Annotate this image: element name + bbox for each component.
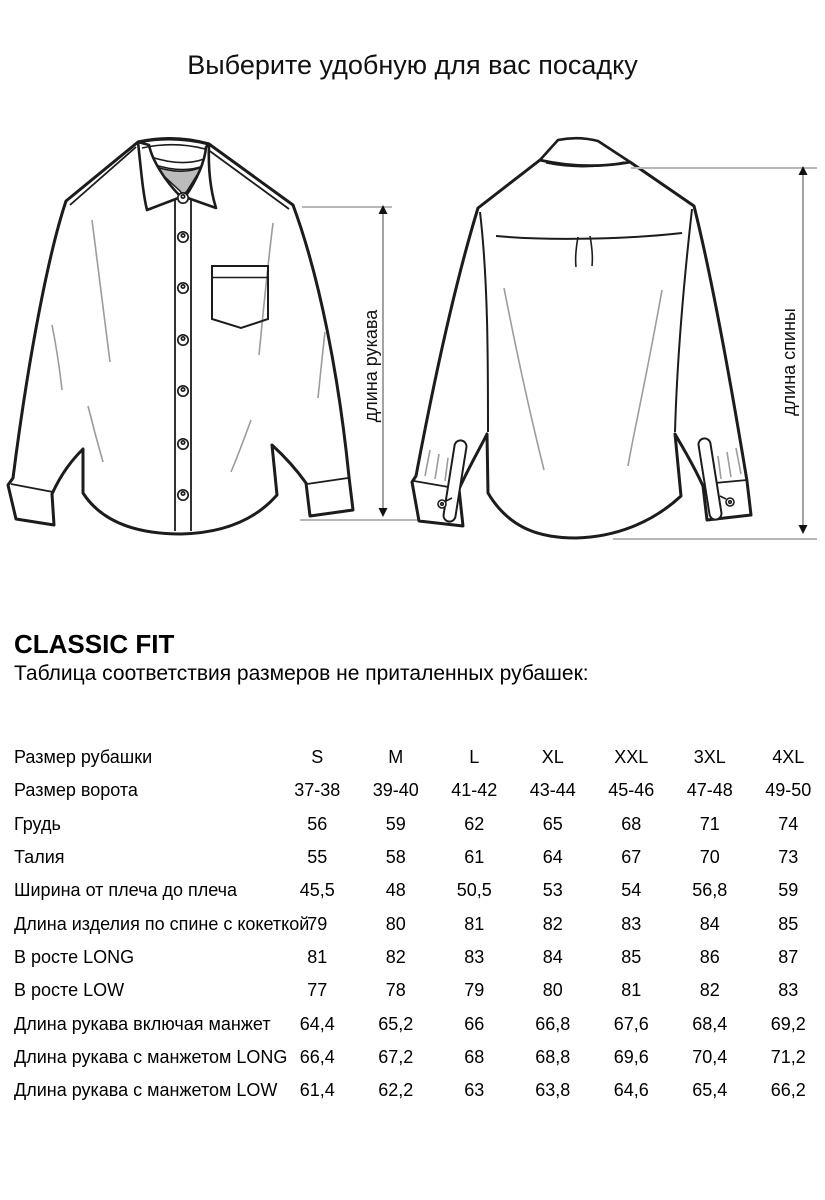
size-value: 41-42 <box>451 780 498 801</box>
size-value: 82 <box>385 946 406 967</box>
size-value: 80 <box>542 980 563 1001</box>
size-value: 71,2 <box>770 1046 806 1067</box>
size-value: 69,2 <box>770 1013 806 1034</box>
row-label: Длина рукава с манжетом LOW <box>14 1080 278 1101</box>
size-value: 4XL <box>772 747 805 768</box>
size-value: 49-50 <box>765 780 812 801</box>
size-value: 87 <box>778 946 799 967</box>
size-value: 65 <box>542 813 563 834</box>
size-value: 84 <box>699 913 720 934</box>
back-shirt-illustration <box>400 120 825 600</box>
row-label: В росте LOW <box>14 980 125 1001</box>
table-row-waist <box>14 841 825 874</box>
row-label: Длина изделия по спине с кокеткой <box>14 913 310 934</box>
size-value: 68,4 <box>692 1013 728 1034</box>
size-value: 79 <box>307 913 328 934</box>
size-value: 74 <box>778 813 799 834</box>
size-value: 45-46 <box>608 780 655 801</box>
size-value: 66,4 <box>299 1046 335 1067</box>
size-value: 81 <box>621 980 642 1001</box>
row-label: Грудь <box>14 813 61 834</box>
arrow-down-icon <box>799 525 808 534</box>
page-title: Выберите удобную для вас посадку <box>187 50 638 80</box>
size-value: 66,2 <box>770 1080 806 1101</box>
size-value: 65,4 <box>692 1080 728 1101</box>
size-value: 73 <box>778 847 799 868</box>
size-value: 86 <box>699 946 720 967</box>
table-row-sleeve-cuff-long <box>14 1041 825 1074</box>
size-value: 67 <box>621 847 642 868</box>
table-row-height-low <box>14 974 825 1007</box>
row-label: Длина рукава включая манжет <box>14 1013 271 1034</box>
size-value: 43-44 <box>529 780 576 801</box>
table-row-shoulder-width <box>14 874 825 907</box>
size-value: 54 <box>621 880 642 901</box>
size-value: 3XL <box>693 747 726 768</box>
size-value: 83 <box>778 980 799 1001</box>
size-value: 65,2 <box>378 1013 414 1034</box>
size-value: 85 <box>621 946 642 967</box>
back-length-label: длина спины <box>779 308 799 416</box>
size-value: 59 <box>778 880 799 901</box>
back-collar <box>540 138 630 167</box>
size-value: 45,5 <box>299 880 335 901</box>
size-value: 56,8 <box>692 880 728 901</box>
size-value: 47-48 <box>686 780 733 801</box>
row-label: Длина рукава с манжетом LONG <box>14 1046 288 1067</box>
size-value: 68 <box>621 813 642 834</box>
size-value: 66 <box>464 1013 485 1034</box>
table-subtitle: Таблица соответствия размеров не приталенных рубашек: <box>14 662 589 685</box>
size-value: 85 <box>778 913 799 934</box>
size-value: 53 <box>542 880 563 901</box>
table-row-shirt-size <box>14 741 825 774</box>
size-table <box>14 741 825 1107</box>
size-value: 77 <box>307 980 328 1001</box>
size-value: 78 <box>385 980 406 1001</box>
size-value: 62,2 <box>378 1080 414 1101</box>
size-value: 70 <box>699 847 720 868</box>
size-value: L <box>469 747 480 768</box>
size-value: 56 <box>307 813 328 834</box>
size-value: 68 <box>464 1046 485 1067</box>
size-value: XXL <box>614 747 649 768</box>
table-row-back-length-yoke <box>14 907 825 940</box>
row-label: Размер рубашки <box>14 747 153 768</box>
size-value: 80 <box>385 913 406 934</box>
size-value: 64,6 <box>613 1080 649 1101</box>
size-value: 63,8 <box>535 1080 571 1101</box>
size-value: 63 <box>464 1080 485 1101</box>
table-row-sleeve-with-cuff <box>14 1007 825 1040</box>
size-value: 68,8 <box>535 1046 571 1067</box>
size-value: 39-40 <box>372 780 419 801</box>
size-value: 64,4 <box>299 1013 335 1034</box>
row-label: Ширина от плеча до плеча <box>14 880 238 901</box>
table-row-sleeve-cuff-low <box>14 1074 825 1107</box>
size-value: XL <box>541 747 564 768</box>
size-value: 61,4 <box>299 1080 335 1101</box>
classic-fit-heading: CLASSIC FIT <box>14 629 175 659</box>
size-value: 62 <box>464 813 485 834</box>
table-row-chest <box>14 808 825 841</box>
size-value: 83 <box>464 946 485 967</box>
size-value: 84 <box>542 946 563 967</box>
size-value: 64 <box>542 847 563 868</box>
size-value: 79 <box>464 980 485 1001</box>
size-value: 70,4 <box>692 1046 728 1067</box>
size-value: 48 <box>385 880 406 901</box>
row-label: Размер ворота <box>14 780 138 801</box>
size-value: 59 <box>385 813 406 834</box>
size-value: 37-38 <box>294 780 341 801</box>
size-value: 58 <box>385 847 406 868</box>
size-value: 50,5 <box>456 880 492 901</box>
size-value: 82 <box>699 980 720 1001</box>
size-value: 66,8 <box>535 1013 571 1034</box>
table-row-height-long <box>14 941 825 974</box>
table-row-collar-size <box>14 774 825 807</box>
size-value: M <box>388 747 404 768</box>
arrow-down-icon <box>379 508 388 517</box>
sleeve-length-label: длина рукава <box>361 309 381 423</box>
size-value: 82 <box>542 913 563 934</box>
row-label: В росте LONG <box>14 946 135 967</box>
size-value: 81 <box>307 946 328 967</box>
size-value: 55 <box>307 847 328 868</box>
size-value: 69,6 <box>613 1046 649 1067</box>
size-value: 67,6 <box>613 1013 649 1034</box>
size-value: 67,2 <box>378 1046 414 1067</box>
size-value: 71 <box>699 813 720 834</box>
row-label: Талия <box>14 847 65 868</box>
back-shirt-body <box>412 160 751 538</box>
size-value: 61 <box>464 847 485 868</box>
size-value: 81 <box>464 913 485 934</box>
size-value: S <box>311 747 324 768</box>
size-value: 83 <box>621 913 642 934</box>
